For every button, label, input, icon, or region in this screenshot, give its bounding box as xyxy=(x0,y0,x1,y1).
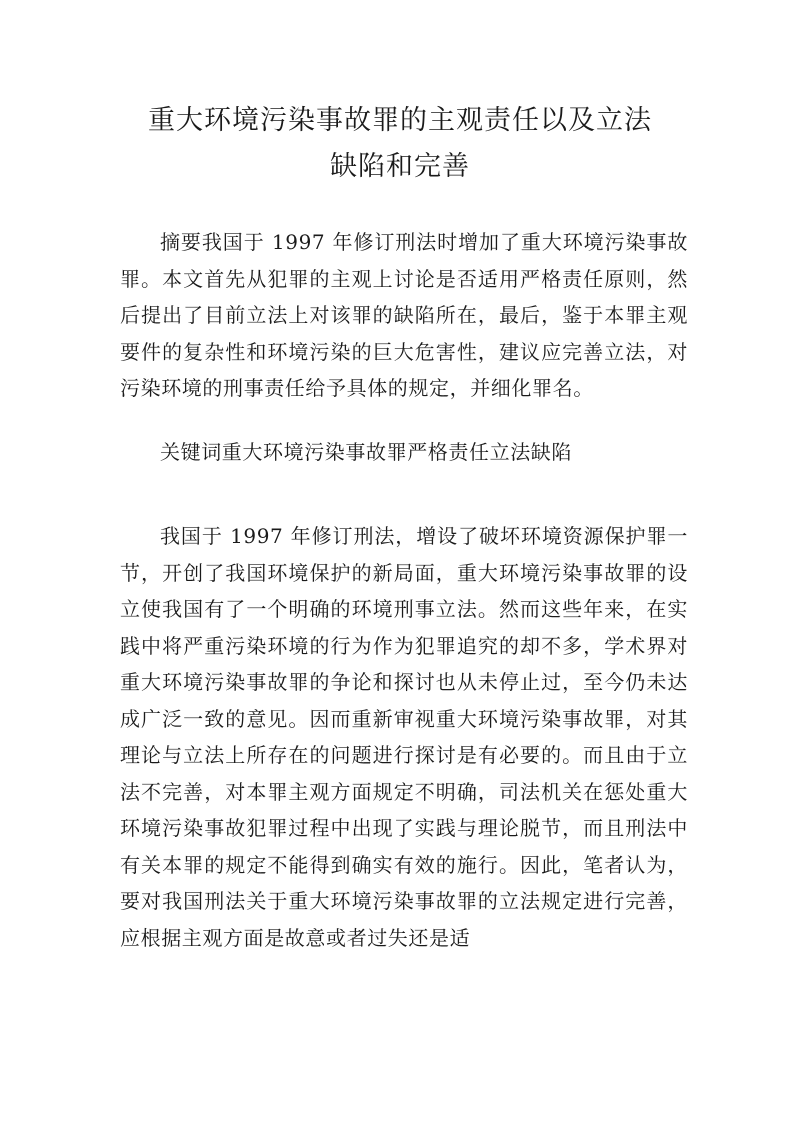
body-paragraph: 我国于 1997 年修订刑法，增设了破坏环境资源保护罪一节，开创了我国环境保护的新局面，重大环境污染事故罪的设立使我国有了一个明确的环境刑事立法。然而这些年来，在实践中将严重污染环境的行为作为犯罪追究的却不多，学术界对重大环境污染事故罪的争论和探讨也从未停止过，至今仍未达成广泛一致的意见。因而重新审视重大环境污染事故罪，对其理论与立法上所存在的问题进行探讨是有必要的。而且由于立法不完善，对本罪主观方面规定不明确，司法机关在惩处重大环境污染事故犯罪过程中出现了实践与理论脱节，而且刑法中有关本罪的规定不能得到确实有效的施行。因此，笔者认为，要对我国刑法关于重大环境污染事故罪的立法规定进行完善，应根据主观方面是故意或者过失还是适 xyxy=(120,524,688,950)
abstract-paragraph: 摘要我国于 1997 年修订刑法时增加了重大环境污染事故罪。本文首先从犯罪的主观上讨论是否适用严格责任原则，然后提出了目前立法上对该罪的缺陷所在，最后，鉴于本罪主观要件的复杂性和环境污染的巨大危害性，建议应完善立法，对污染环境的刑事责任给予具体的规定，并细化罪名。 xyxy=(120,230,688,400)
keywords-paragraph: 关键词重大环境污染事故罪严格责任立法缺陷 xyxy=(160,440,572,464)
document-title-line-2: 缺陷和完善 xyxy=(330,151,470,182)
document-title-line-1: 重大环境污染事故罪的主观责任以及立法 xyxy=(148,105,652,136)
